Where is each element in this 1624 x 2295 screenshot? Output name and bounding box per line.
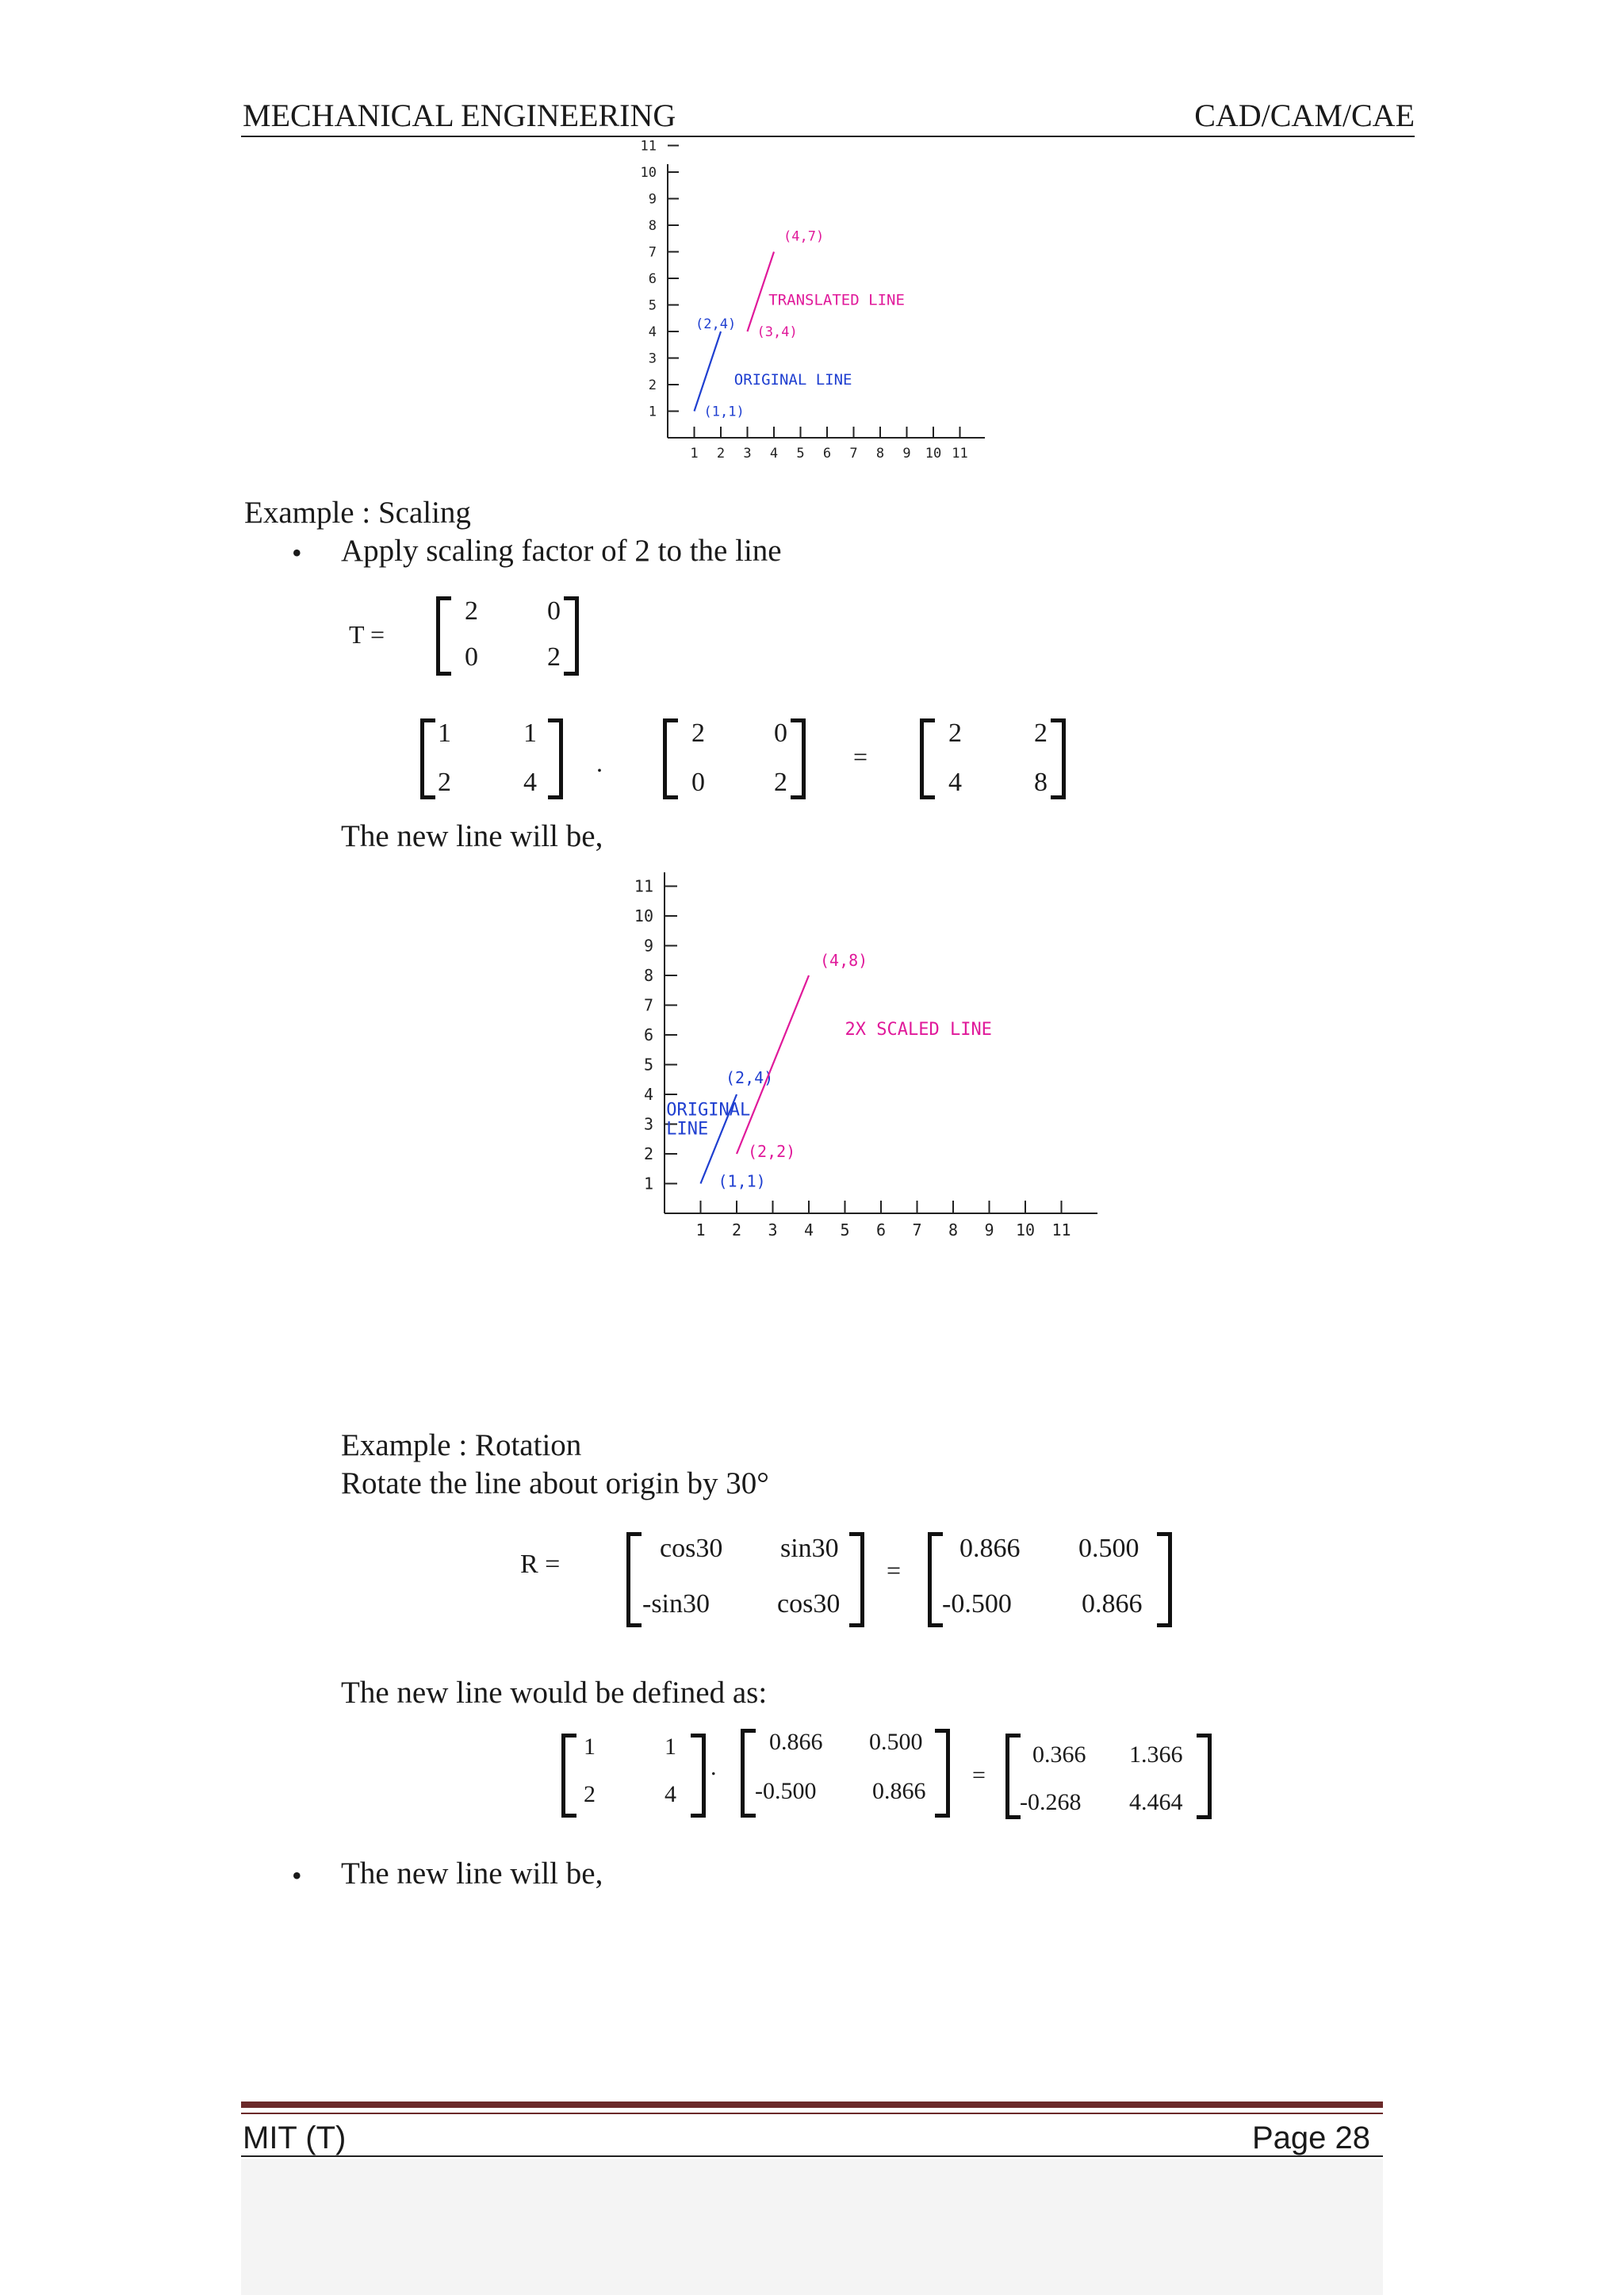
series-line — [737, 975, 809, 1154]
r-symbolic-matrix — [626, 1532, 864, 1627]
rotation-heading: Example : Rotation — [341, 1428, 582, 1462]
x-tick-label: 9 — [984, 1220, 994, 1239]
matrix-cell: 2 — [1034, 718, 1048, 748]
rotation-description: Rotate the line about origin by 30° — [341, 1466, 769, 1500]
equals-sign: = — [853, 742, 868, 771]
r-label: R = — [520, 1550, 561, 1579]
matrix-cell: 0.866 — [872, 1778, 926, 1804]
x-tick-label: 9 — [902, 446, 911, 462]
x-tick-label: 5 — [796, 446, 805, 462]
x-tick-label: 2 — [731, 1220, 742, 1239]
multiply-dot: . — [710, 1754, 717, 1780]
matrix-cell: 2 — [547, 642, 561, 672]
y-tick-label: 6 — [643, 1025, 653, 1044]
header-left: MECHANICAL ENGINEERING — [243, 98, 676, 133]
final-line-text: The new line will be, — [341, 1856, 603, 1891]
scaling-heading: Example : Scaling — [244, 496, 471, 530]
matrix-cell: 4.464 — [1129, 1789, 1183, 1815]
matrix-cell: 0 — [465, 642, 478, 672]
x-tick-label: 3 — [743, 446, 752, 462]
x-tick-label: 1 — [695, 1220, 706, 1239]
point-label: (2,4) — [695, 316, 737, 332]
y-tick-label: 11 — [640, 138, 657, 155]
x-tick-label: 7 — [849, 446, 858, 462]
new-line-text: The new line will be, — [341, 819, 603, 853]
y-tick-label: 2 — [643, 1144, 653, 1163]
matrix-cell: -0.500 — [942, 1589, 1012, 1619]
x-tick-label: 5 — [840, 1220, 850, 1239]
matrix-cell: 0.500 — [1078, 1534, 1139, 1563]
scaling-chart — [611, 864, 1102, 1253]
point-label: (2,2) — [748, 1142, 796, 1161]
t-matrix — [663, 718, 806, 799]
point-label: (1,1) — [703, 404, 745, 420]
y-tick-label: 3 — [648, 351, 657, 367]
footer-rule — [241, 2102, 1383, 2108]
multiply-dot: . — [596, 749, 603, 777]
matrix-cell: cos30 — [777, 1589, 841, 1619]
defined-text: The new line would be defined as: — [341, 1676, 768, 1710]
footer-left: MIT (T) — [243, 2121, 347, 2155]
x-tick-label: 8 — [875, 446, 885, 462]
matrix-cell: 0.866 — [769, 1729, 823, 1755]
line-matrix — [561, 1734, 706, 1818]
x-tick-label: 10 — [925, 446, 942, 462]
x-tick-label: 4 — [769, 446, 779, 462]
x-tick-label: 11 — [952, 446, 968, 462]
y-tick-label: 4 — [643, 1085, 653, 1104]
point-label: (3,4) — [756, 324, 798, 340]
header-right: CAD/CAM/CAE — [1194, 98, 1415, 133]
y-tick-label: 5 — [643, 1055, 653, 1075]
matrix-cell: cos30 — [660, 1534, 723, 1563]
footer-shade — [241, 2159, 1383, 2295]
point-label: (2,4) — [726, 1068, 774, 1087]
x-tick-label: 1 — [690, 446, 699, 462]
matrix-cell: 0.866 — [1082, 1589, 1143, 1619]
series-label: ORIGINAL LINE — [733, 371, 852, 389]
matrix-cell: 1.366 — [1129, 1741, 1183, 1768]
translation-chart — [611, 138, 991, 492]
point-label: (4,8) — [820, 951, 868, 970]
bullet-marker: • — [292, 537, 302, 569]
y-tick-label: 7 — [643, 995, 653, 1015]
matrix-cell: 0 — [547, 596, 561, 626]
y-tick-label: 1 — [643, 1174, 653, 1193]
matrix-cell: 4 — [665, 1781, 676, 1807]
footer-rule — [241, 2113, 1383, 2114]
x-tick-label: 6 — [822, 446, 832, 462]
matrix-cell: 2 — [948, 718, 962, 748]
x-tick-label: 3 — [768, 1220, 778, 1239]
x-tick-label: 4 — [803, 1220, 814, 1239]
matrix-cell: 1 — [584, 1734, 596, 1760]
t-label: T = — [349, 620, 385, 649]
matrix-cell: sin30 — [780, 1534, 839, 1563]
y-tick-label: 11 — [634, 876, 653, 896]
x-tick-label: 6 — [875, 1220, 887, 1239]
matrix-cell: -0.500 — [755, 1778, 817, 1804]
series-label: ORIGINAL — [666, 1100, 751, 1121]
matrix-cell: 0 — [774, 718, 787, 748]
y-tick-label: 7 — [648, 244, 657, 261]
matrix-cell: 8 — [1034, 768, 1048, 797]
point-label: (4,7) — [783, 228, 825, 245]
matrix-cell: 2 — [691, 718, 705, 748]
series-line — [695, 331, 722, 412]
y-tick-label: 3 — [643, 1114, 653, 1134]
x-tick-label: 11 — [1051, 1220, 1071, 1239]
r-numeric-matrix — [928, 1532, 1172, 1627]
y-tick-label: 6 — [648, 270, 657, 287]
result-matrix — [1005, 1734, 1212, 1819]
matrix-cell: 2 — [465, 596, 478, 626]
matrix-cell: 1 — [665, 1734, 676, 1760]
matrix-cell: 0.866 — [959, 1534, 1021, 1563]
matrix-cell: -sin30 — [642, 1589, 710, 1619]
matrix-cell: 4 — [948, 768, 962, 797]
y-tick-label: 10 — [640, 164, 657, 181]
y-tick-label: 8 — [648, 217, 657, 234]
matrix-cell: 2 — [774, 768, 787, 797]
bullet-marker: • — [292, 1860, 302, 1891]
y-tick-label: 4 — [648, 324, 657, 340]
r-matrix — [741, 1729, 950, 1818]
result-matrix — [920, 718, 1066, 799]
series-label: TRANSLATED LINE — [768, 291, 905, 309]
point-label: (1,1) — [718, 1171, 766, 1191]
scaling-bullet-text: Apply scaling factor of 2 to the line — [341, 534, 782, 568]
t-matrix — [436, 596, 579, 676]
equals-sign: = — [972, 1762, 986, 1788]
x-tick-label: 10 — [1015, 1220, 1036, 1239]
x-tick-label: 8 — [948, 1220, 959, 1239]
matrix-cell: -0.268 — [1020, 1789, 1082, 1815]
matrix-cell: 2 — [584, 1781, 596, 1807]
y-tick-label: 10 — [634, 906, 653, 925]
footer-rule — [241, 2155, 1383, 2157]
matrix-cell: 1 — [523, 718, 537, 748]
equals-sign: = — [887, 1556, 902, 1584]
matrix-cell: 4 — [523, 768, 537, 797]
matrix-cell: 0.366 — [1032, 1741, 1086, 1768]
y-tick-label: 2 — [648, 377, 657, 393]
y-tick-label: 5 — [648, 297, 657, 314]
y-tick-label: 9 — [643, 936, 653, 956]
line-matrix — [420, 718, 563, 799]
matrix-cell: 2 — [438, 768, 451, 797]
series-label: LINE — [666, 1119, 709, 1140]
x-tick-label: 7 — [912, 1220, 922, 1239]
matrix-cell: 1 — [438, 718, 451, 748]
series-label: 2X SCALED LINE — [845, 1020, 992, 1040]
page-number: Page 28 — [1251, 2121, 1370, 2155]
matrix-cell: 0 — [691, 768, 705, 797]
matrix-cell: 0.500 — [869, 1729, 923, 1755]
x-tick-label: 2 — [716, 446, 726, 462]
y-tick-label: 9 — [648, 191, 657, 208]
y-tick-label: 1 — [648, 404, 657, 420]
y-tick-label: 8 — [643, 966, 653, 985]
header-rule — [241, 136, 1415, 137]
